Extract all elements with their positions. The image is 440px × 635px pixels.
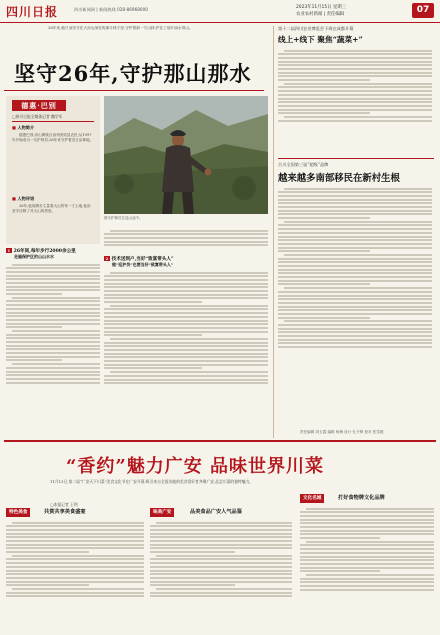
text-line-placeholder (6, 286, 100, 288)
profile-byline: □四川日报全媒体记者 魏学军 (12, 114, 63, 119)
text-line-placeholder (6, 570, 144, 572)
text-line-placeholder (104, 353, 268, 355)
text-line-placeholder (278, 328, 432, 330)
band-author: □本报记者 王利 (50, 502, 78, 507)
section-title-3: 打好食物牌文化品牌 (338, 495, 385, 501)
text-line-placeholder (6, 540, 144, 542)
text-line-placeholder (6, 356, 100, 358)
lead-headline: 坚守26年,守护那山那水 (14, 61, 252, 86)
text-line-placeholder (284, 116, 432, 118)
text-line-placeholder (6, 558, 144, 560)
text-line-placeholder (150, 566, 292, 568)
lead-intro: 26年来,他只身坚守在大凉山深处的那片林子里,守护着那一方山林,护住了那片绿水青山。 (48, 26, 193, 30)
text-line-placeholder (6, 573, 144, 575)
text-line-placeholder (104, 331, 268, 333)
text-line-placeholder (156, 588, 292, 590)
right-article-1-headline: 线上+线下 聚焦“蔬菜+” (278, 35, 363, 44)
text-line-placeholder (278, 269, 432, 271)
text-line-placeholder (278, 72, 432, 74)
lead-photo-image (104, 96, 268, 214)
text-line-placeholder (278, 309, 432, 311)
text-line-placeholder (6, 533, 144, 535)
text-line-placeholder (150, 573, 292, 575)
text-line-placeholder (278, 313, 432, 315)
text-line-placeholder (150, 570, 292, 572)
text-line-placeholder (6, 293, 62, 295)
text-line-placeholder (6, 581, 144, 583)
section-tag-2: 味美广安 (150, 508, 174, 517)
subhead-number: 2 (105, 256, 109, 261)
text-line-placeholder (150, 533, 292, 535)
text-line-placeholder (306, 508, 434, 510)
text-line-placeholder (6, 382, 100, 384)
text-line-placeholder (6, 323, 100, 325)
text-line-placeholder (278, 272, 432, 274)
column-divider (273, 26, 274, 438)
text-line-placeholder (278, 243, 432, 245)
text-line-placeholder (300, 511, 434, 513)
text-line-placeholder (104, 294, 268, 296)
text-line-placeholder (278, 236, 432, 238)
text-line-placeholder (6, 536, 144, 538)
text-line-placeholder (278, 346, 432, 348)
text-line-placeholder (278, 302, 432, 304)
text-line-placeholder (6, 378, 100, 380)
text-line-placeholder (278, 276, 432, 278)
text-line-placeholder (284, 50, 432, 52)
text-line-placeholder (6, 282, 100, 284)
text-line-placeholder (110, 272, 268, 274)
text-line-placeholder (300, 522, 434, 524)
text-line-placeholder (110, 371, 268, 373)
text-line-placeholder (156, 522, 292, 524)
text-line-placeholder (104, 301, 202, 303)
text-line-placeholder (6, 326, 62, 328)
text-line-placeholder (6, 308, 100, 310)
text-line-placeholder (104, 379, 268, 381)
text-line-placeholder (278, 250, 370, 252)
text-line-placeholder (150, 529, 292, 531)
text-line-placeholder (278, 101, 432, 103)
text-line-placeholder (12, 330, 100, 332)
text-line-placeholder (278, 61, 432, 63)
text-line-placeholder (110, 338, 268, 340)
text-line-placeholder (300, 530, 434, 532)
text-line-placeholder (278, 265, 432, 267)
text-line-placeholder (150, 525, 292, 527)
text-line-placeholder (6, 544, 144, 546)
text-line-placeholder (278, 295, 432, 297)
text-line-placeholder (150, 584, 235, 586)
text-line-placeholder (278, 258, 432, 260)
text-line-placeholder (278, 280, 432, 282)
text-line-placeholder (6, 367, 100, 369)
text-line-placeholder (278, 57, 432, 59)
text-line-placeholder (278, 86, 432, 88)
text-line-placeholder (300, 544, 434, 546)
text-line-placeholder (278, 217, 370, 219)
text-line-placeholder (278, 232, 432, 234)
text-line-placeholder (300, 563, 434, 565)
text-line-placeholder (278, 112, 370, 114)
text-line-placeholder (300, 556, 434, 558)
text-line-placeholder (104, 316, 268, 318)
text-line-placeholder (104, 345, 268, 347)
right-article-2-headline: 越来越多南部移民在新村生根 (278, 173, 400, 184)
text-line-placeholder (6, 289, 100, 291)
subhead-number: 1 (7, 248, 11, 253)
right-article-divider (278, 158, 434, 159)
person-text: 德惠巴别,凉山彝族自治州美姑县农民,从1997年开始成为一名护林员,26年来守护着近万亩林地。 (12, 133, 94, 143)
text-line-placeholder (300, 515, 434, 517)
text-line-placeholder (104, 233, 268, 235)
lead-divider (4, 90, 264, 91)
lead-column-a (6, 248, 100, 438)
lead-subhead-2-sub: 做“巡护员”也要当好“致富带头人” (112, 262, 174, 267)
text-line-placeholder (6, 300, 100, 302)
text-line-placeholder (278, 64, 432, 66)
text-line-placeholder (278, 317, 370, 319)
right-article-1-kicker: 第十二届四川农业博览会下周在成都开幕 (278, 26, 354, 31)
text-line-placeholder (278, 105, 432, 107)
text-line-placeholder (110, 230, 268, 232)
text-line-placeholder (278, 283, 370, 285)
text-line-placeholder (104, 323, 268, 325)
text-line-placeholder (156, 555, 292, 557)
text-line-placeholder (6, 584, 89, 586)
photo-caption: 图为护林员在巡山途中。 (104, 216, 143, 220)
text-line-placeholder (300, 581, 434, 583)
text-line-placeholder (300, 526, 434, 528)
issue-date: 2023年11月15日 星期三 (296, 5, 347, 10)
right-article-2-kicker: 合川全国第三届“超级”品牌 (278, 162, 329, 167)
person-label: ■ 人物简介 (12, 125, 34, 131)
text-line-placeholder (278, 291, 432, 293)
right-article-1-body (278, 48, 432, 154)
text-line-placeholder (284, 320, 432, 322)
text-line-placeholder (104, 241, 268, 243)
text-line-placeholder (104, 360, 268, 362)
text-line-placeholder (300, 585, 434, 587)
text-line-placeholder (6, 595, 144, 597)
text-line-placeholder (300, 567, 434, 569)
masthead-info: 四川新闻网 | 新闻热线 028-86968000 (74, 7, 148, 12)
text-line-placeholder (306, 541, 434, 543)
text-line-placeholder (104, 290, 268, 292)
text-line-placeholder (150, 592, 292, 594)
text-line-placeholder (6, 562, 144, 564)
band-intro: 11月13日,第二届“广安天下川菜”美食文化节在广安开幕,吸引来自全国各地的美食爱好者齐聚广安,品尝川菜的独特魅力。 (50, 479, 254, 484)
text-line-placeholder (6, 352, 100, 354)
text-line-placeholder (278, 261, 432, 263)
text-line-placeholder (284, 83, 432, 85)
text-line-placeholder (104, 275, 268, 277)
text-line-placeholder (150, 562, 292, 564)
text-line-placeholder (12, 522, 144, 524)
subhead-text: 技术送到户,当好“致富带头人” (111, 257, 174, 262)
text-line-placeholder (278, 210, 432, 212)
text-line-placeholder (104, 283, 268, 285)
text-line-placeholder (300, 552, 434, 554)
text-line-placeholder (278, 335, 432, 337)
text-line-placeholder (6, 525, 144, 527)
text-line-placeholder (6, 271, 100, 273)
text-line-placeholder (278, 213, 432, 215)
edition-label: 农业农村新闻 | 责任编辑 (296, 12, 345, 17)
text-line-placeholder (300, 570, 380, 572)
text-line-placeholder (104, 356, 268, 358)
section-tag-3: 文化名城 (300, 494, 324, 503)
band-column-2-body (150, 520, 292, 632)
text-line-placeholder (104, 308, 268, 310)
text-line-placeholder (278, 191, 432, 193)
text-line-placeholder (278, 79, 370, 81)
text-line-placeholder (6, 359, 62, 361)
text-line-placeholder (6, 304, 100, 306)
text-line-placeholder (278, 224, 432, 226)
text-line-placeholder (300, 519, 434, 521)
text-line-placeholder (284, 287, 432, 289)
band-headline: “香约”魅力广安 品味世界川菜 (66, 456, 324, 477)
text-line-placeholder (278, 98, 432, 100)
text-line-placeholder (6, 315, 100, 317)
text-line-placeholder (278, 306, 432, 308)
text-line-placeholder (278, 206, 432, 208)
text-line-placeholder (278, 331, 432, 333)
text-line-placeholder (278, 339, 432, 341)
section-tag-1: 特色美食 (6, 508, 30, 517)
text-line-placeholder (300, 589, 434, 591)
masthead (0, 0, 440, 23)
band-column-1-body (6, 520, 144, 632)
text-line-placeholder (278, 109, 432, 111)
section-title-1: 共赏共享美食盛宴 (44, 509, 86, 515)
text-line-placeholder (6, 337, 100, 339)
text-line-placeholder (104, 244, 268, 246)
comment-label: ■ 人物评语 (12, 196, 34, 202)
newspaper-logo: 四川日报 (6, 5, 59, 19)
band-divider (4, 440, 436, 442)
text-line-placeholder (284, 221, 432, 223)
text-line-placeholder (150, 595, 292, 597)
text-line-placeholder (150, 536, 292, 538)
text-line-placeholder (6, 592, 144, 594)
text-line-placeholder (104, 297, 268, 299)
text-line-placeholder (300, 559, 434, 561)
text-line-placeholder (12, 297, 100, 299)
text-line-placeholder (278, 239, 432, 241)
text-line-placeholder (6, 547, 144, 549)
text-line-placeholder (150, 558, 292, 560)
text-line-placeholder (6, 371, 100, 373)
text-line-placeholder (6, 348, 100, 350)
text-line-placeholder (104, 327, 268, 329)
text-line-placeholder (12, 363, 100, 365)
text-line-placeholder (278, 120, 432, 122)
text-line-placeholder (278, 199, 432, 201)
text-line-placeholder (6, 278, 100, 280)
text-line-placeholder (278, 228, 432, 230)
text-line-placeholder (278, 342, 432, 344)
text-line-placeholder (278, 94, 432, 96)
subhead-text: 26年间,每年步行2000余公里 (13, 249, 76, 254)
text-line-placeholder (104, 286, 268, 288)
text-line-placeholder (104, 312, 268, 314)
text-line-placeholder (278, 202, 432, 204)
text-line-placeholder (6, 312, 100, 314)
text-line-placeholder (150, 540, 292, 542)
profile-title: 德惠·巴别 (12, 100, 66, 111)
text-line-placeholder (104, 279, 268, 281)
text-line-placeholder (278, 247, 432, 249)
text-line-placeholder (104, 349, 268, 351)
text-line-placeholder (104, 342, 268, 344)
text-line-placeholder (278, 75, 432, 77)
text-line-placeholder (300, 533, 434, 535)
body-text-placeholder (104, 228, 268, 256)
text-line-placeholder (104, 320, 268, 322)
text-line-placeholder (6, 341, 100, 343)
text-line-placeholder (6, 319, 100, 321)
text-line-placeholder (306, 574, 434, 576)
text-line-placeholder (104, 334, 202, 336)
text-line-placeholder (6, 566, 144, 568)
text-line-placeholder (284, 254, 432, 256)
text-line-placeholder (104, 237, 268, 239)
lead-subhead-1-sub: 走遍保护区的山山水水 (14, 254, 54, 259)
text-line-placeholder (6, 267, 100, 269)
text-line-placeholder (278, 324, 432, 326)
text-line-placeholder (12, 555, 144, 557)
page-number-badge: 07 (412, 3, 434, 18)
text-line-placeholder (6, 551, 89, 553)
body-text-placeholder (104, 270, 268, 438)
text-line-placeholder (110, 305, 268, 307)
body-text-placeholder (6, 262, 100, 438)
lead-photo (104, 96, 268, 214)
text-line-placeholder (6, 529, 144, 531)
text-line-placeholder (284, 188, 432, 190)
section-title-2: 品美食品广安人气品鉴 (190, 509, 242, 515)
text-line-placeholder (12, 264, 100, 266)
text-line-placeholder (278, 195, 432, 197)
text-line-placeholder (6, 374, 100, 376)
text-line-placeholder (300, 578, 434, 580)
editors-credit: 责任编辑 刘玉霞 编辑 杨梅 设计 孔令锋 校对 张雪媛 (300, 430, 384, 434)
text-line-placeholder (150, 547, 292, 549)
text-line-placeholder (6, 577, 144, 579)
text-line-placeholder (278, 298, 432, 300)
text-line-placeholder (6, 334, 100, 336)
text-line-placeholder (104, 367, 202, 369)
text-line-placeholder (6, 275, 100, 277)
lead-column-b (104, 228, 268, 438)
text-line-placeholder (278, 90, 432, 92)
text-line-placeholder (150, 581, 292, 583)
text-line-placeholder (104, 382, 268, 384)
text-line-placeholder (278, 68, 432, 70)
text-line-placeholder (6, 345, 100, 347)
right-article-2-body (278, 186, 432, 424)
text-line-placeholder (104, 364, 268, 366)
comment-text: 26年,他用脚步丈量着大山的每一寸土地,他用坚守诠释了对大山的热爱。 (12, 204, 91, 214)
text-line-placeholder (12, 588, 144, 590)
text-line-placeholder (300, 537, 380, 539)
text-line-placeholder (300, 548, 434, 550)
text-line-placeholder (104, 375, 268, 377)
text-line-placeholder (150, 544, 292, 546)
band-column-3-body (300, 506, 434, 632)
text-line-placeholder (150, 577, 292, 579)
text-line-placeholder (278, 53, 432, 55)
profile-divider (12, 121, 94, 122)
text-line-placeholder (150, 551, 235, 553)
